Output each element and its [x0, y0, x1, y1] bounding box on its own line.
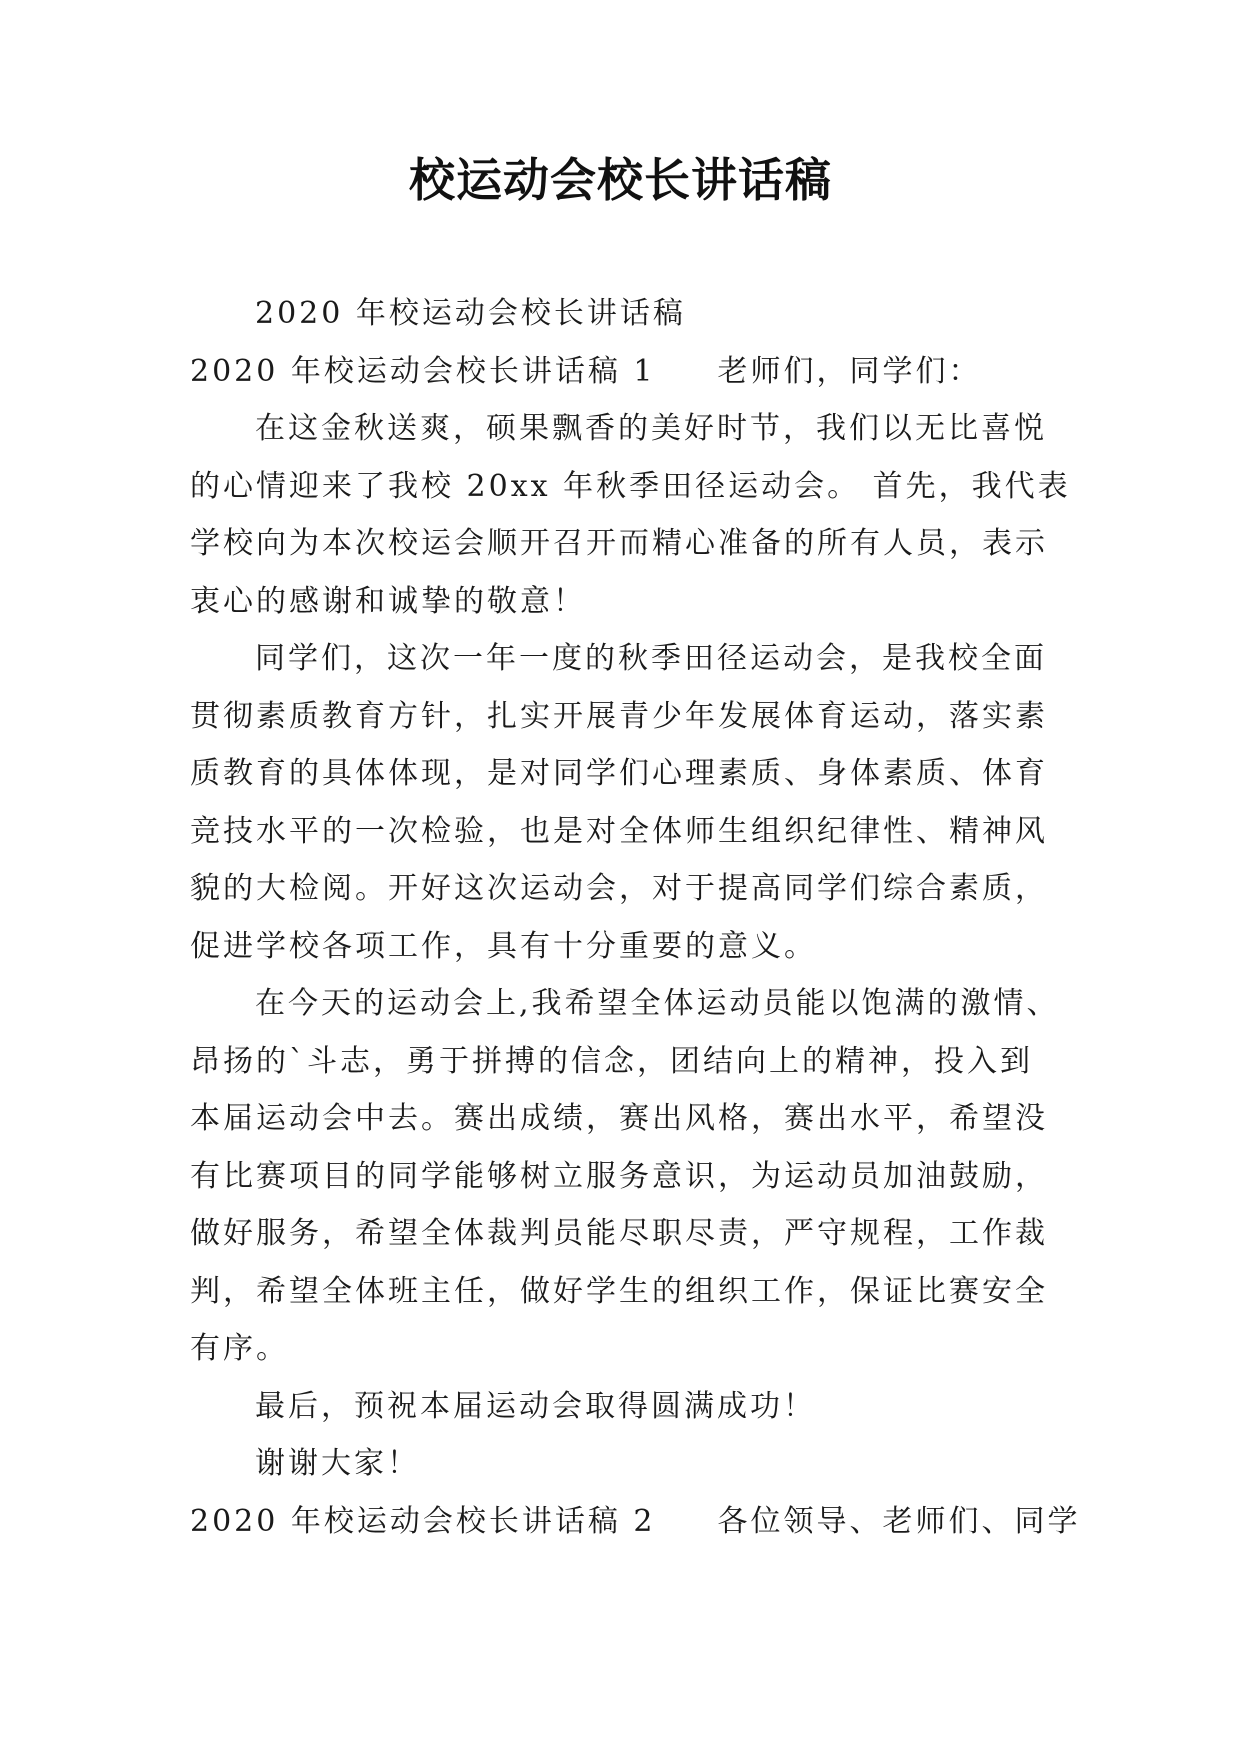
document-title: 校运动会校长讲话稿 — [409, 153, 832, 207]
section-1-heading: 2020 年校运动会校长讲话稿 1 — [190, 353, 656, 389]
document-subtitle: 2020 年校运动会校长讲话稿 — [255, 296, 686, 331]
paragraph-line: 促进学校各项工作，具有十分重要的意义。 — [190, 928, 817, 964]
paragraph-line: 判，希望全体班主任，做好学生的组织工作，保证比赛安全 — [190, 1273, 1048, 1309]
paragraph-line: 衷心的感谢和诚挚的敬意！ — [190, 583, 586, 619]
paragraph-line: 的心情迎来了我校 20xx 年秋季田径运动会。 首先，我代表 — [190, 468, 1071, 504]
paragraph-line: 最后，预祝本届运动会取得圆满成功！ — [255, 1388, 816, 1424]
paragraph-line: 貌的大检阅。开好这次运动会，对于提高同学们综合素质， — [190, 871, 1048, 906]
paragraph-line: 有比赛项目的同学能够树立服务意识，为运动员加油鼓励， — [190, 1158, 1048, 1194]
paragraph-line: 做好服务，希望全体裁判员能尽职尽责，严守规程，工作裁 — [190, 1216, 1048, 1251]
paragraph-line: 谢谢大家！ — [255, 1446, 420, 1481]
paragraph-line: 同学们，这次一年一度的秋季田径运动会，是我校全面 — [255, 641, 1047, 676]
paragraph-line: 本届运动会中去。赛出成绩，赛出风格，赛出水平，希望没 — [190, 1101, 1048, 1136]
paragraph-line: 贯彻素质教育方针，扎实开展青少年发展体育运动，落实素 — [190, 698, 1048, 734]
paragraph-line: 有序。 — [190, 1331, 289, 1366]
paragraph-line: 学校向为本次校运会顺开召开而精心准备的所有人员，表示 — [190, 526, 1048, 561]
paragraph-line: 昂扬的`斗志，勇于拼搏的信念，团结向上的精神，投入到 — [190, 1043, 1033, 1079]
paragraph-line: 在这金秋送爽，硕果飘香的美好时节，我们以无比喜悦 — [255, 411, 1047, 446]
section-2-greeting: 各位领导、老师们、同学 — [717, 1503, 1081, 1539]
section-2-header-line — [190, 1493, 1081, 1551]
paragraph-line: 竞技水平的一次检验，也是对全体师生组织纪律性、精神风 — [190, 813, 1048, 849]
section-2-heading: 2020 年校运动会校长讲话稿 2 — [190, 1503, 656, 1539]
document-body — [190, 285, 1081, 1550]
section-1-greeting: 老师们，同学们： — [717, 353, 982, 389]
section-1-header-line — [190, 343, 1060, 401]
paragraph-line: 在今天的运动会上,我希望全体运动员能以饱满的激情、 — [255, 986, 1060, 1021]
paragraph-line: 质教育的具体体现，是对同学们心理素质、身体素质、体育 — [190, 756, 1048, 791]
